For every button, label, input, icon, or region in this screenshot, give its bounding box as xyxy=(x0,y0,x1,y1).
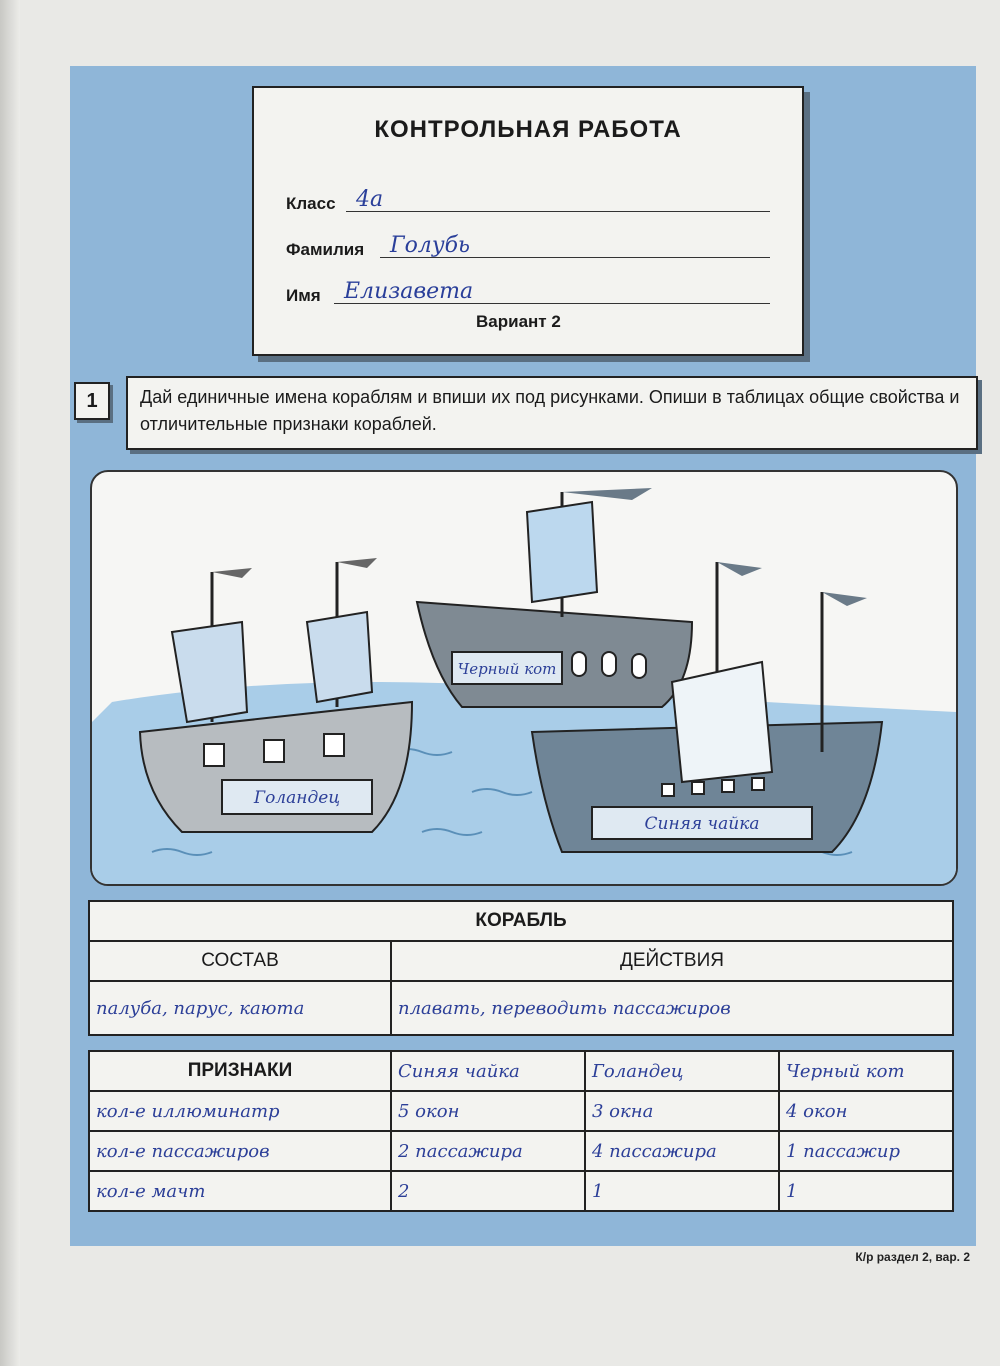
ship-composition-table xyxy=(88,900,954,1036)
task-instruction xyxy=(126,376,978,450)
ships-drawing xyxy=(92,472,956,884)
value-cell: 5 окон xyxy=(391,1091,585,1131)
value-cell: 1 xyxy=(585,1171,779,1211)
worksheet xyxy=(70,66,976,1246)
value-cell: 4 окон xyxy=(779,1091,953,1131)
table-gap xyxy=(88,1036,954,1050)
table-row xyxy=(89,1171,953,1211)
surname-value: Голубь xyxy=(390,233,470,258)
class-field xyxy=(286,188,770,218)
task-text: Дай единичные имена кораблям и впиши их под рисунками. Опиши в таблицах общие свойства и отличительные признаки кораблей. xyxy=(140,387,960,434)
variant-label: Вариант 2 xyxy=(476,312,561,331)
value-cell: 2 пассажира xyxy=(391,1131,585,1171)
col-ship-3: Черный кот xyxy=(779,1051,953,1091)
ship-label-1: Голандец xyxy=(253,788,341,808)
composition-value: палуба, парус, каюта xyxy=(89,981,391,1035)
surname-field xyxy=(286,234,770,264)
surname-label: Фамилия xyxy=(286,240,365,259)
page-edge xyxy=(0,0,20,1366)
feature-cell: кол-е мачт xyxy=(89,1171,391,1211)
name-field xyxy=(286,280,770,310)
name-value: Елизавета xyxy=(344,279,474,304)
name-label: Имя xyxy=(286,286,321,305)
value-cell: 4 пассажира xyxy=(585,1131,779,1171)
table-row xyxy=(89,1091,953,1131)
class-value: 4а xyxy=(356,187,384,212)
ship-tables xyxy=(88,900,954,1212)
value-cell: 1 пассажир xyxy=(779,1131,953,1171)
table-title: КОРАБЛЬ xyxy=(89,901,953,941)
task-number: 1 xyxy=(74,382,110,420)
ship-label-3: Синяя чайка xyxy=(644,814,760,834)
class-line xyxy=(346,211,770,212)
ship-label-2: Черный кот xyxy=(457,660,557,678)
actions-value: плавать, переводить пассажиров xyxy=(391,981,953,1035)
value-cell: 2 xyxy=(391,1171,585,1211)
table-row xyxy=(89,1131,953,1171)
col-ship-2: Голандец xyxy=(585,1051,779,1091)
class-label: Класс xyxy=(286,194,336,213)
col-actions: ДЕЙСТВИЯ xyxy=(391,941,953,981)
ship-black-cat xyxy=(417,488,692,707)
page-title: КОНТРОЛЬНАЯ РАБОТА xyxy=(374,116,682,143)
feature-cell: кол-е иллюминатр xyxy=(89,1091,391,1131)
col-features: ПРИЗНАКИ xyxy=(89,1051,391,1091)
feature-cell: кол-е пассажиров xyxy=(89,1131,391,1171)
value-cell: 3 окна xyxy=(585,1091,779,1131)
col-composition: СОСТАВ xyxy=(89,941,391,981)
value-cell: 1 xyxy=(779,1171,953,1211)
ships-illustration xyxy=(90,470,958,886)
col-ship-1: Синяя чайка xyxy=(391,1051,585,1091)
ship-features-table xyxy=(88,1050,954,1212)
title-card xyxy=(252,86,804,356)
footer-note: К/р раздел 2, вар. 2 xyxy=(855,1250,970,1264)
